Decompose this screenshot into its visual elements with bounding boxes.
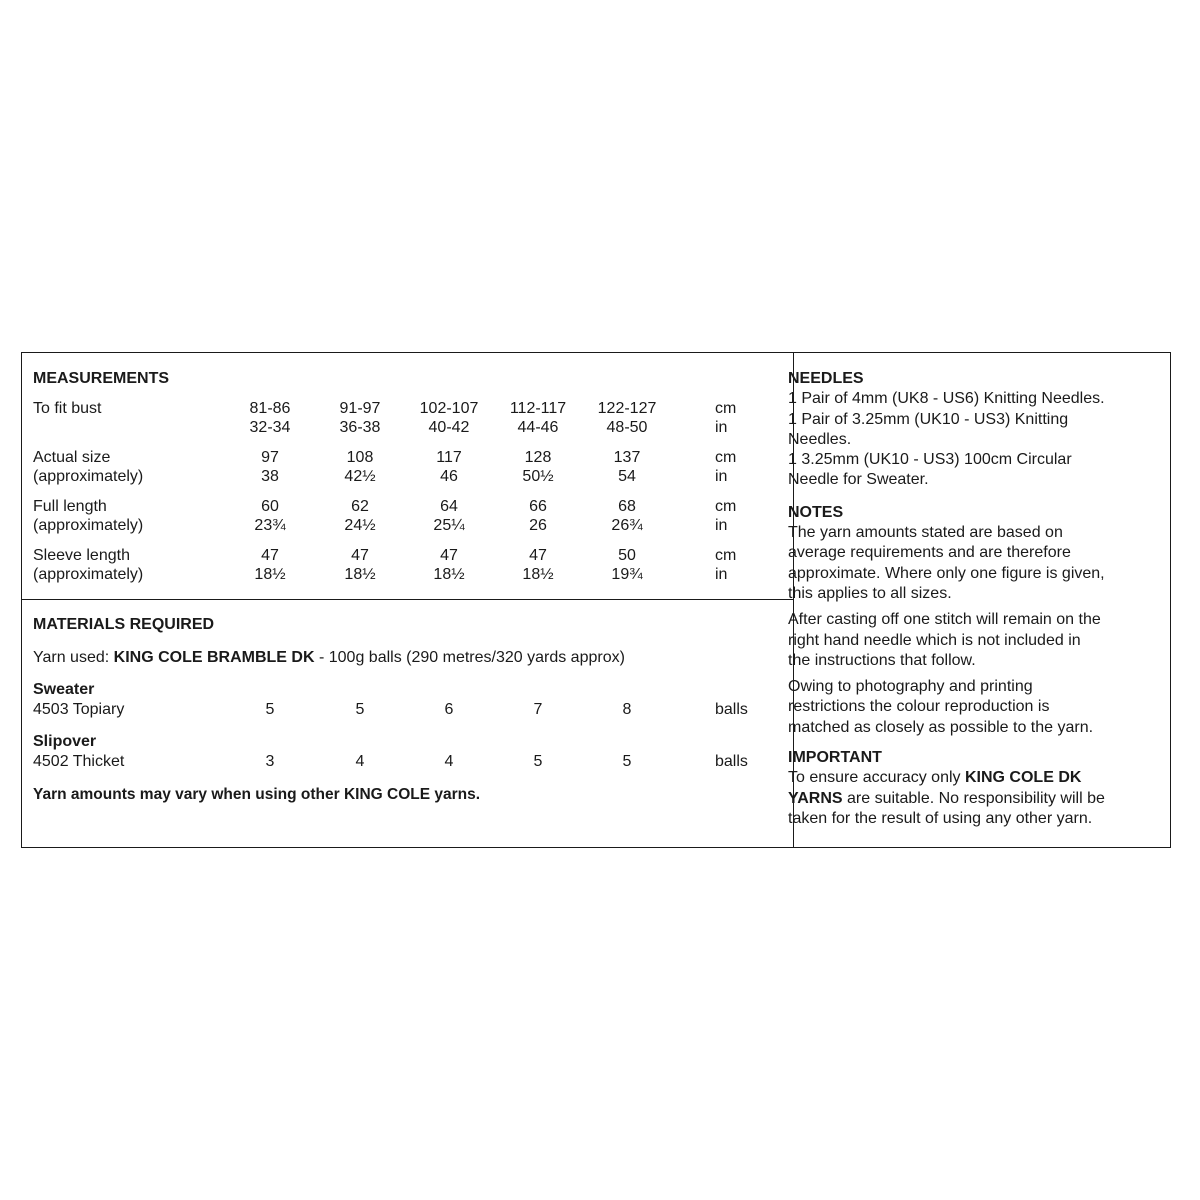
notes-line: average requirements and are therefore <box>788 544 1071 562</box>
measurement-cm-value: 102-107 <box>419 400 479 417</box>
notes-line: this applies to all sizes. <box>788 584 952 602</box>
row-sublabel: (approximately) <box>33 468 144 485</box>
shade-name: 4503 Topiary <box>33 701 125 718</box>
ball-count: 8 <box>622 701 632 718</box>
yarn-used-line <box>33 648 625 668</box>
row-label: Full length <box>33 498 107 515</box>
measurement-cm-value: 47 <box>440 547 458 564</box>
measurement-in-value: 24½ <box>344 517 376 534</box>
ball-count: 6 <box>444 701 454 718</box>
measurement-in-value: 18½ <box>254 566 286 583</box>
measurement-in-value: 23¾ <box>254 517 286 534</box>
important-suffix: are suitable. No responsibility will be <box>842 789 1105 807</box>
needles-list <box>788 389 1158 490</box>
measurement-in-value: 26 <box>529 517 547 534</box>
measurement-cm-value: 122-127 <box>597 400 657 417</box>
ball-count: 4 <box>355 753 365 770</box>
measurement-cm-value: 47 <box>261 547 279 564</box>
measurement-cm-value: 50 <box>618 547 636 564</box>
measurement-in-value: 18½ <box>344 566 376 583</box>
measurement-cm-value: 91-97 <box>339 400 381 417</box>
measurement-in-value: 19¾ <box>611 566 643 583</box>
measurement-cm-value: 81-86 <box>249 400 291 417</box>
measurement-in-value: 18½ <box>433 566 465 583</box>
important-brand: KING COLE DK <box>964 769 1082 787</box>
unit-balls-label: balls <box>715 753 748 770</box>
unit-cm-label: cm <box>715 498 737 515</box>
notes-line: Owing to photography and printing <box>788 678 1033 696</box>
right-column <box>788 369 1158 829</box>
yarn-used-prefix: Yarn used: <box>33 649 114 666</box>
ball-count: 4 <box>444 753 454 770</box>
garment-title: Slipover <box>33 733 97 750</box>
measurement-in-value: 50½ <box>522 468 554 485</box>
needles-line: Needles. <box>788 430 852 448</box>
yarn-name: KING COLE BRAMBLE DK <box>113 649 315 666</box>
measurement-cm-value: 117 <box>436 449 462 466</box>
needles-line: 1 Pair of 3.25mm (UK10 - US3) Knitting <box>788 410 1069 428</box>
notes-line: matched as closely as possible to the yarn. <box>788 718 1094 736</box>
shade-name: 4502 Thicket <box>33 753 125 770</box>
ball-count: 3 <box>265 753 275 770</box>
horizontal-divider <box>22 599 793 600</box>
needles-line: 1 3.25mm (UK10 - US3) 100cm Circular <box>788 451 1072 469</box>
notes-paragraph-3 <box>788 677 1158 738</box>
measurement-in-value: 25¼ <box>433 517 465 534</box>
important-line-2 <box>788 789 1158 809</box>
notes-line: the instructions that follow. <box>788 651 976 669</box>
measurement-in-value: 38 <box>261 468 279 485</box>
notes-line: right hand needle which is not included in <box>788 631 1081 649</box>
unit-cm-label: cm <box>715 400 737 417</box>
measurement-cm-value: 60 <box>261 498 279 515</box>
needles-heading: NEEDLES <box>788 370 864 387</box>
notes-line: restrictions the colour reproduction is <box>788 698 1050 716</box>
unit-in-label: in <box>715 517 728 534</box>
measurement-cm-value: 62 <box>351 498 369 515</box>
row-sublabel: (approximately) <box>33 517 144 534</box>
important-line-3: taken for the result of using any other yarn. <box>788 809 1093 827</box>
needles-line: 1 Pair of 4mm (UK8 - US6) Knitting Needles. <box>788 390 1105 408</box>
unit-balls-label: balls <box>715 701 748 718</box>
ball-count: 5 <box>533 753 543 770</box>
measurement-cm-value: 47 <box>351 547 369 564</box>
measurement-in-value: 18½ <box>522 566 554 583</box>
notes-paragraph-2 <box>788 610 1158 671</box>
row-label: Actual size <box>33 449 111 466</box>
ball-count: 5 <box>355 701 365 718</box>
unit-cm-label: cm <box>715 449 737 466</box>
measurement-in-value: 42½ <box>344 468 376 485</box>
measurement-cm-value: 64 <box>440 498 458 515</box>
notes-line: After casting off one stitch will remain on the <box>788 611 1101 629</box>
important-prefix: To ensure accuracy only <box>788 769 965 787</box>
notes-line: The yarn amounts stated are based on <box>788 524 1063 542</box>
measurement-cm-value: 137 <box>613 449 641 466</box>
measurement-in-value: 46 <box>440 468 458 485</box>
measurements-heading: MEASUREMENTS <box>33 370 170 387</box>
important-heading: IMPORTANT <box>788 749 882 767</box>
measurement-cm-value: 97 <box>261 449 279 466</box>
row-label: Sleeve length <box>33 547 130 564</box>
unit-in-label: in <box>715 566 728 583</box>
materials-heading: MATERIALS REQUIRED <box>33 616 215 633</box>
measurement-in-value: 44-46 <box>517 419 559 436</box>
measurement-in-value: 48-50 <box>606 419 648 436</box>
measurement-cm-value: 128 <box>524 449 552 466</box>
notes-paragraph-1 <box>788 523 1158 604</box>
measurement-in-value: 54 <box>618 468 636 485</box>
important-brand-2: YARNS <box>788 789 843 807</box>
notes-heading: NOTES <box>788 503 844 521</box>
unit-in-label: in <box>715 419 728 436</box>
unit-in-label: in <box>715 468 728 485</box>
unit-cm-label: cm <box>715 547 737 564</box>
measurement-cm-value: 68 <box>618 498 636 515</box>
measurement-cm-value: 112-117 <box>509 400 567 417</box>
yarn-amount-note: Yarn amounts may vary when using other KING COLE yarns. <box>33 786 481 803</box>
ball-count: 5 <box>622 753 632 770</box>
measurement-in-value: 40-42 <box>428 419 470 436</box>
row-label: To fit bust <box>33 400 102 417</box>
measurement-cm-value: 108 <box>346 449 374 466</box>
measurement-cm-value: 66 <box>529 498 547 515</box>
garment-title: Sweater <box>33 681 95 698</box>
needles-line: Needle for Sweater. <box>788 471 929 489</box>
measurement-in-value: 26¾ <box>611 517 643 534</box>
measurement-cm-value: 47 <box>529 547 547 564</box>
notes-line: approximate. Where only one figure is given, <box>788 564 1105 582</box>
measurement-in-value: 36-38 <box>339 419 381 436</box>
ball-count: 7 <box>533 701 543 718</box>
important-line-1 <box>788 768 1158 788</box>
row-sublabel: (approximately) <box>33 566 144 583</box>
yarn-used-suffix: - 100g balls (290 metres/320 yards approx) <box>314 649 625 666</box>
measurement-in-value: 32-34 <box>249 419 291 436</box>
ball-count: 5 <box>265 701 275 718</box>
